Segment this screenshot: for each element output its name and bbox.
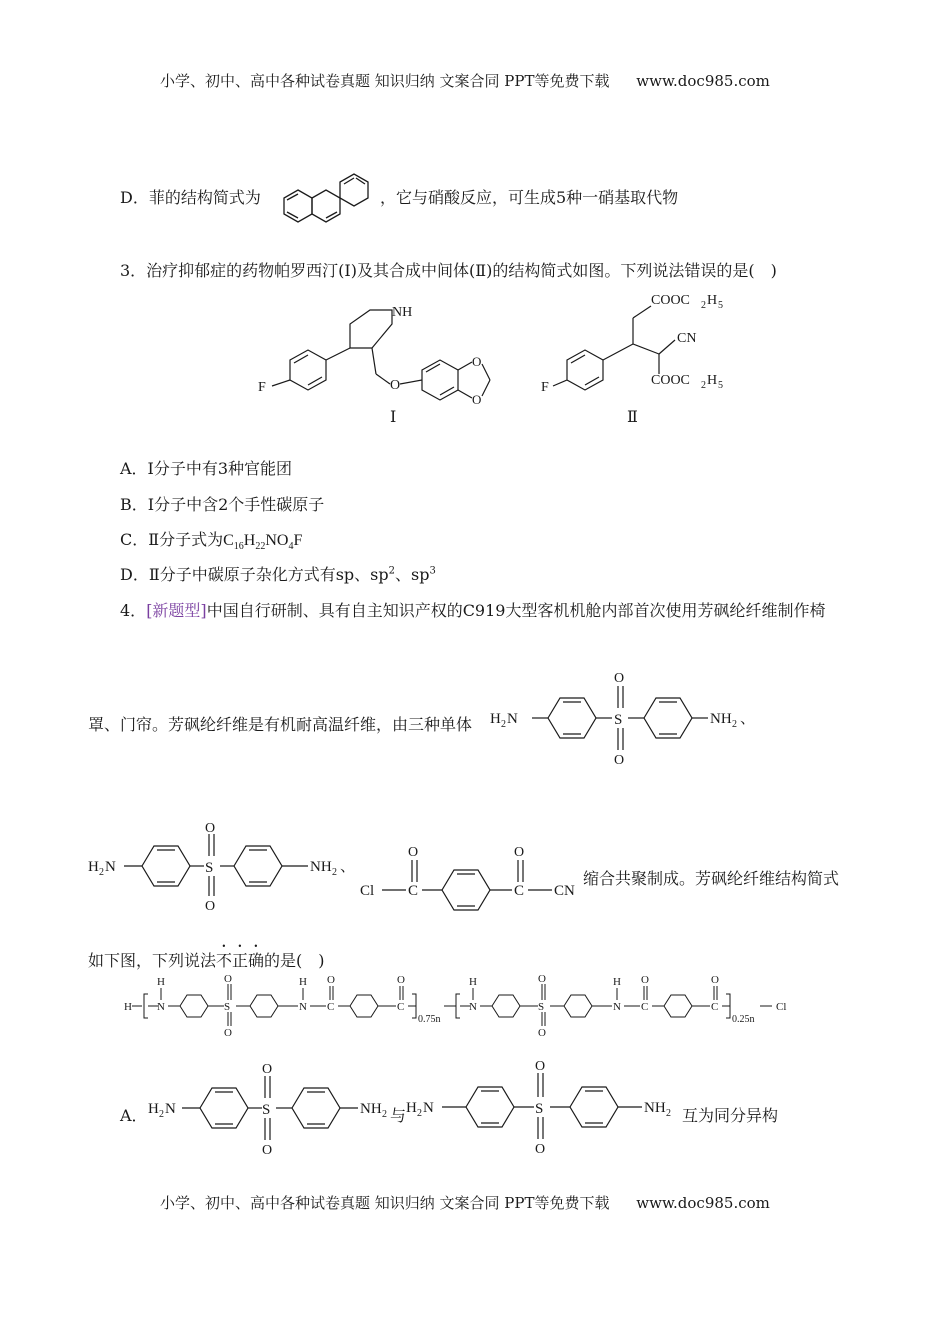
footer-site: www.doc985.com [636,1194,770,1212]
svg-text:N: N [469,1001,477,1013]
svg-text:COOC: COOC [651,293,690,308]
q3-option-c: C．Ⅱ分子式为$C_{16}H_{22}NO_4F$ [120,530,303,553]
svg-text:2: 2 [701,380,706,391]
svg-text:2: 2 [159,1109,164,1120]
label-ii: Ⅱ [627,407,638,426]
q4-stem-line4 [88,942,325,971]
svg-text:2: 2 [666,1108,671,1119]
svg-text:C: C [397,1001,405,1013]
svg-text:Cl: Cl [776,1001,787,1013]
svg-text:2: 2 [332,867,337,878]
svg-text:O: O [397,974,405,986]
svg-text:N: N [165,1101,176,1117]
intermediate-ii-structure [535,288,755,398]
svg-text:O: O [205,899,216,914]
svg-text:N: N [423,1100,434,1116]
q4-stem1: 中国自行研制、具有自主知识产权的C919大型客机机舱内部首次使用芳砜纶纤维制作椅 [206,601,826,620]
svg-text:2: 2 [382,1109,387,1120]
svg-text:2: 2 [417,1108,422,1119]
svg-text:O: O [327,974,335,986]
svg-text:O: O [472,354,482,369]
svg-text:S: S [535,1101,544,1117]
option-a-para-sulfone [404,1055,684,1155]
svg-text:0.75n: 0.75n [418,1014,441,1025]
svg-text:2: 2 [732,719,737,730]
svg-text:N: N [613,1001,621,1013]
svg-text:N: N [507,711,518,727]
paroxetine-structure [250,288,510,428]
svg-text:S: S [262,1102,271,1118]
q4-option-a-tail: 互为同分异构 [682,1106,779,1125]
svg-text:O: O [535,1142,546,1155]
svg-text:2: 2 [701,300,706,311]
footer-text: 小学、初中、高中各种试卷真题 知识归纳 文案合同 PPT等免费下载 [160,1194,610,1212]
q4-option-a-label: A． [120,1106,148,1125]
svg-text:O: O [614,753,625,768]
svg-text:COOC: COOC [651,373,690,388]
svg-text:N: N [299,1001,307,1013]
svg-text:H: H [490,711,501,727]
page-header [160,70,770,91]
q3-option-d-mid: 、sp [395,565,430,584]
q4-stem3: 缩合共聚制成。芳砜纶纤维结构简式 [583,869,840,888]
svg-text:F: F [258,380,266,395]
svg-text:O: O [538,973,546,985]
q3-option-b: B．Ⅰ分子中含2个手性碳原子 [120,495,325,514]
svg-text:O: O [224,1027,232,1038]
q3-option-c-label: C．Ⅱ分子式为 [120,530,224,549]
q3-option-d: D．Ⅱ分子中碳原子杂化方式有sp、$sp^2$、$sp^3$ [120,565,436,584]
monomer-para-sulfone [486,668,766,768]
svg-text:H: H [299,976,307,988]
svg-text:N: N [105,859,116,875]
svg-text:F: F [541,380,549,395]
q3-option-d-label: D．Ⅱ分子中碳原子杂化方式有sp、sp [120,565,389,584]
header-text: 小学、初中、高中各种试卷真题 知识归纳 文案合同 PPT等免费下载 [160,72,610,90]
svg-text:C: C [641,1001,649,1013]
emphasis-not-correct: 不正确 [216,951,265,970]
svg-text:H: H [88,859,99,875]
svg-text:NH: NH [392,305,413,320]
svg-text:H: H [707,373,718,388]
phenanthrene-structure [262,140,382,230]
svg-text:S: S [205,860,214,876]
svg-text:H: H [613,976,621,988]
svg-text:CN: CN [554,883,575,899]
svg-text:2: 2 [501,719,506,730]
svg-text:S: S [614,712,623,728]
q4-stem-line2: 罩、门帘。芳砜纶纤维是有机耐高温纤维，由三种单体 [88,715,473,734]
svg-text:NH: NH [310,859,332,875]
svg-text:O: O [408,845,419,860]
svg-text:Cl: Cl [360,883,375,899]
q4-stem4-post: 的是( ) [264,951,325,970]
monomer-meta-sulfone [86,820,356,920]
q3-stem: 3．治疗抑郁症的药物帕罗西汀(Ⅰ)及其合成中间体(Ⅱ)的结构简式如图。下列说法错误的是( ) [120,261,777,280]
svg-text:H: H [406,1100,417,1116]
q3-option-a: A．Ⅰ分子中有3种官能团 [120,459,293,478]
header-site: www.doc985.com [636,72,770,90]
svg-text:、: 、 [340,859,356,875]
label-i: Ⅰ [390,407,397,426]
page-footer [160,1192,770,1213]
svg-text:、: 、 [740,711,756,727]
svg-text:O: O [538,1027,546,1038]
svg-text:H: H [707,293,718,308]
svg-text:N: N [157,1001,165,1013]
svg-text:O: O [224,973,232,985]
svg-text:H: H [124,1001,132,1013]
q4-option-a-mid: 与 [390,1106,407,1125]
q4-stem4-pre: 如下图，下列说法 [88,951,217,970]
svg-text:2: 2 [99,867,104,878]
svg-text:CN: CN [677,331,697,346]
svg-text:NH: NH [360,1101,382,1117]
svg-text:C: C [327,1001,335,1013]
svg-text:C: C [711,1001,719,1013]
svg-text:0.25n: 0.25n [732,1014,755,1025]
q2-option-d-label: D．菲的结构简式为 [120,188,261,207]
new-type-tag: [新题型] [146,601,207,620]
svg-text:O: O [262,1062,273,1077]
option-a-meta-sulfone [146,1060,401,1160]
svg-text:H: H [469,976,477,988]
polymer-structure [120,968,800,1038]
svg-text:O: O [205,821,216,836]
svg-text:O: O [472,392,482,407]
monomer-acyl [356,838,586,922]
svg-text:S: S [538,1001,545,1013]
q4-stem-line1 [120,598,825,621]
svg-text:NH: NH [644,1100,666,1116]
svg-text:O: O [535,1059,546,1074]
svg-text:5: 5 [718,300,723,311]
svg-text:H: H [148,1101,159,1117]
svg-text:C: C [514,883,525,899]
svg-text:S: S [224,1001,231,1013]
q4-number: 4． [120,601,147,620]
svg-text:H: H [157,976,165,988]
svg-text:O: O [614,671,625,686]
svg-text:O: O [711,974,719,986]
svg-text:O: O [514,845,525,860]
svg-text:O: O [641,974,649,986]
q2-option-d-tail: ，它与硝酸反应，可生成5种一硝基取代物 [380,188,679,207]
svg-text:O: O [262,1143,273,1158]
svg-text:C: C [408,883,419,899]
svg-text:O: O [390,378,401,393]
svg-text:NH: NH [710,711,732,727]
svg-text:5: 5 [718,380,723,391]
